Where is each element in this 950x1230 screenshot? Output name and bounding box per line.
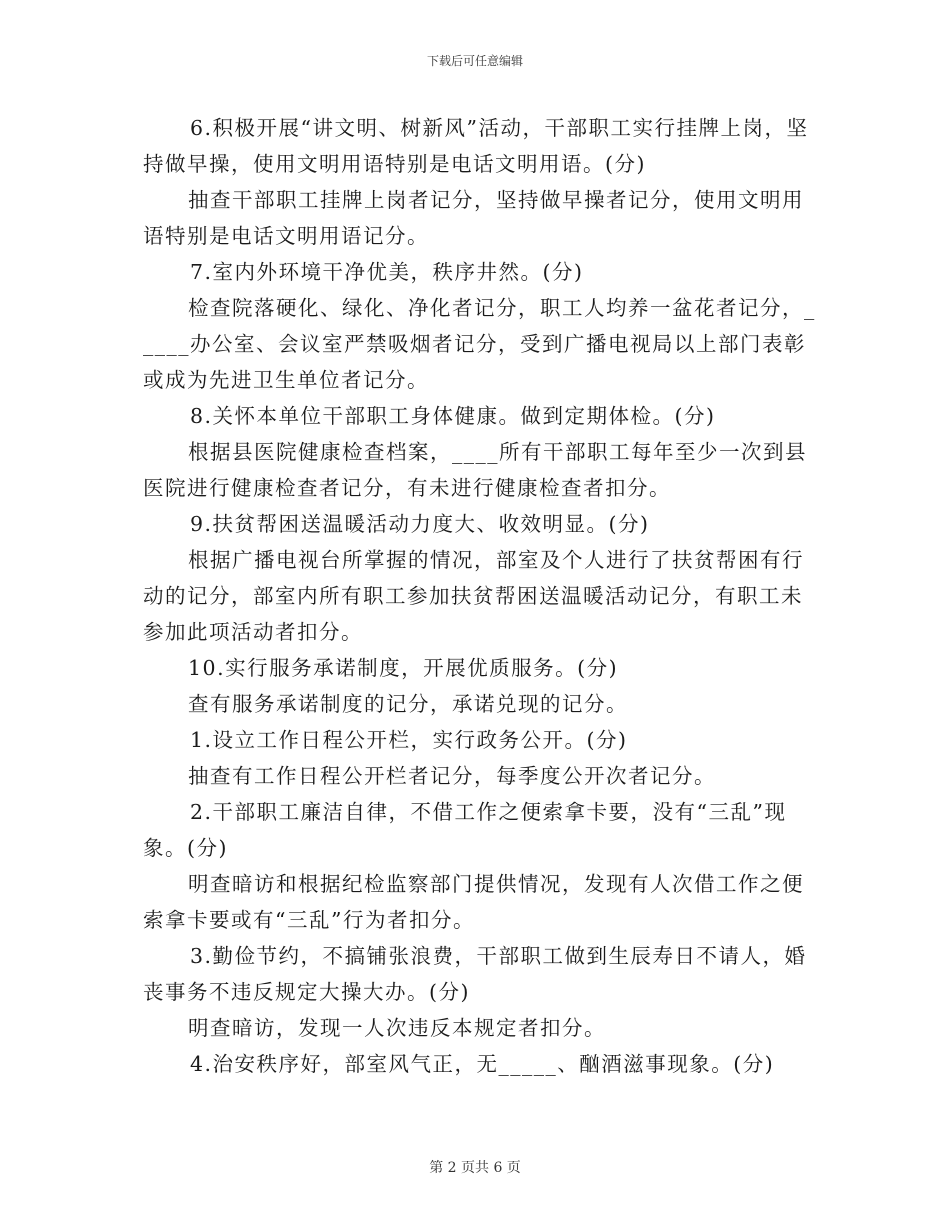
item-7-text: 7.室内外环境干净优美，秩序井然。(分) <box>190 260 584 284</box>
item-10-criteria: 查有服务承诺制度的记分，承诺兑现的记分。 <box>188 692 628 716</box>
item-3-text: 3.勤俭节约，不搞铺张浪费，干部职工做到生辰寿日不请人，婚丧事务不违反规定大操大办。(分) <box>143 944 807 1004</box>
page-footer-number: 第 2 页共 6 页 <box>429 1160 521 1176</box>
item-2-criteria: 明查暗访和根据纪检监察部门提供情况，发现有人次借工作之便索拿卡要或有“三乱”行为者扣分。 <box>143 872 804 932</box>
item-10-text: 10.实行服务承诺制度，开展优质服务。(分) <box>188 656 619 680</box>
document-body <box>143 110 823 1082</box>
item-8-criteria: 根据县医院健康检查档案，____所有干部职工每年至少一次到县医院进行健康检查者记分，有未进行健康检查者扣分。 <box>143 440 807 500</box>
item-1-text: 1.设立工作日程公开栏，实行政务公开。(分) <box>190 728 628 752</box>
item-7-criteria: 检查院落硬化、绿化、净化者记分，职工人均养一盆花者记分，_____办公室、会议室严禁吸烟者记分，受到广播电视局以上部门表彰或成为先进卫生单位者记分。 <box>143 296 816 392</box>
item-6-criteria: 抽查干部职工挂牌上岗者记分，坚持做早操者记分，使用文明用语特别是电话文明用语记分。 <box>143 188 804 248</box>
item-9-text: 9.扶贫帮困送温暖活动力度大、收效明显。(分) <box>190 512 650 536</box>
item-9-criteria: 根据广播电视台所掌握的情况，部室及个人进行了扶贫帮困有行动的记分，部室内所有职工参加扶贫帮困送温暖活动记分，有职工未参加此项活动者扣分。 <box>143 548 804 644</box>
page-header-note: 下载后可任意编辑 <box>426 54 523 68</box>
item-6-text: 6.积极开展“讲文明、树新风”活动，干部职工实行挂牌上岗，坚持做早操，使用文明用语特别是电话文明用语。(分) <box>143 116 809 176</box>
item-8-text: 8.关怀本单位干部职工身体健康。做到定期体检。(分) <box>190 404 716 428</box>
item-4-text: 4.治安秩序好，部室风气正，无_____、酗酒滋事现象。(分) <box>190 1052 775 1076</box>
item-2-text: 2.干部职工廉洁自律，不借工作之便索拿卡要，没有“三乱”现象。(分) <box>143 800 787 860</box>
item-1-criteria: 抽查有工作日程公开栏者记分，每季度公开次者记分。 <box>188 764 716 788</box>
item-3-criteria: 明查暗访，发现一人次违反本规定者扣分。 <box>188 1016 606 1040</box>
